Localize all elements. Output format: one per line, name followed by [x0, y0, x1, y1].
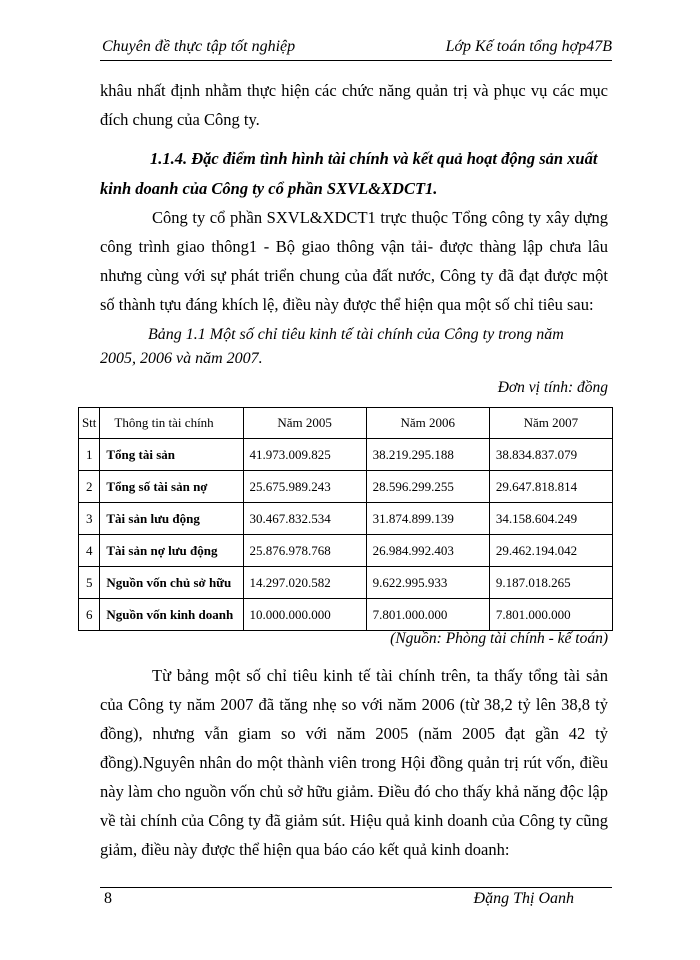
header-cell-2006: Năm 2006 — [366, 408, 489, 439]
cell-2005: 10.000.000.000 — [243, 599, 366, 631]
cell-info: Tổng tài sản — [100, 439, 243, 471]
cell-2006: 38.219.295.188 — [366, 439, 489, 471]
cell-2007: 29.462.194.042 — [489, 535, 612, 567]
cell-info: Nguồn vốn chủ sở hữu — [100, 567, 243, 599]
cell-stt: 5 — [79, 567, 100, 599]
paragraph-company-overview: Công ty cổ phần SXVL&XDCT1 trực thuộc Tổng công ty xây dựng công trình giao thông1 - Bộ giao thông vận tải- được thàng lập chưa lâu nhưng cùng với sự phát triển chung của đất nước, Công ty đã đạt được một số thành tựu đáng khích lệ, điều này được thể hiện qua một số chỉ tiêu sau: — [100, 208, 608, 314]
table-unit-note: Đơn vị tính: đồng — [497, 379, 608, 396]
table-caption-line-2: 2005, 2006 và năm 2007. — [100, 350, 263, 367]
table-caption-line-1: Bảng 1.1 Một số chỉ tiêu kinh tế tài chính của Công ty trong năm — [148, 326, 564, 343]
header-course-title: Chuyên đề thực tập tốt nghiệp — [102, 38, 296, 55]
table-header-row — [79, 408, 613, 439]
cell-2006: 7.801.000.000 — [366, 599, 489, 631]
table-row — [79, 535, 613, 567]
table-source-note: (Nguồn: Phòng tài chính - kế toán) — [390, 630, 608, 647]
paragraph-analysis: Từ bảng một số chỉ tiêu kinh tế tài chính trên, ta thấy tổng tài sản của Công ty năm 2007 đã tăng nhẹ so với năm 2006 (từ 38,2 tỷ lên 38,8 tỷ đồng), nhưng vẫn giam so với năm 2005 (năm 2005 đạt gần 42 tỷ đồng).Nguyên nhân do một thành viên trong Hội đồng quản trị rút vốn, điều này làm cho nguồn vốn chủ sở hữu giảm. Điều đó cho thấy khả năng độc lập về tài chính của Công ty đã giảm sút. Hiệu quả kinh doanh của Công ty cũng giảm, điều này được thể hiện qua báo cáo kết quả kinh doanh: — [100, 666, 608, 859]
footer-author: Đặng Thị Oanh — [473, 890, 574, 907]
cell-stt: 2 — [79, 471, 100, 503]
header-cell-stt: Stt — [79, 408, 100, 439]
cell-2007: 38.834.837.079 — [489, 439, 612, 471]
cell-2005: 25.675.989.243 — [243, 471, 366, 503]
header-cell-2007: Năm 2007 — [489, 408, 612, 439]
cell-2006: 31.874.899.139 — [366, 503, 489, 535]
header-cell-2005: Năm 2005 — [243, 408, 366, 439]
cell-2005: 14.297.020.582 — [243, 567, 366, 599]
cell-2007: 29.647.818.814 — [489, 471, 612, 503]
cell-2006: 28.596.299.255 — [366, 471, 489, 503]
table-caption — [100, 323, 608, 371]
table-row — [79, 439, 613, 471]
section-heading — [100, 144, 608, 204]
table-row — [79, 567, 613, 599]
cell-info: Tổng số tài sản nợ — [100, 471, 243, 503]
cell-stt: 4 — [79, 535, 100, 567]
cell-2007: 34.158.604.249 — [489, 503, 612, 535]
cell-2007: 7.801.000.000 — [489, 599, 612, 631]
header-cell-info: Thông tin tài chính — [100, 408, 243, 439]
cell-stt: 1 — [79, 439, 100, 471]
table-row — [79, 599, 613, 631]
cell-2005: 41.973.009.825 — [243, 439, 366, 471]
section-heading-line-1: 1.1.4. Đặc điểm tình hình tài chính và kết quả hoạt động sản xuất — [150, 149, 598, 168]
section-heading-line-2: kinh doanh của Công ty cổ phần SXVL&XDCT1. — [100, 179, 438, 198]
cell-2005: 30.467.832.534 — [243, 503, 366, 535]
cell-stt: 6 — [79, 599, 100, 631]
page-footer — [100, 887, 612, 907]
cell-info: Nguồn vốn kinh doanh — [100, 599, 243, 631]
cell-2005: 25.876.978.768 — [243, 535, 366, 567]
cell-stt: 3 — [79, 503, 100, 535]
header-class-name: Lớp Kế toán tổng hợp47B — [445, 38, 612, 55]
page-number: 8 — [104, 890, 112, 907]
financial-table — [78, 407, 613, 631]
table-row — [79, 471, 613, 503]
cell-info: Tài sản nợ lưu động — [100, 535, 243, 567]
cell-2006: 9.622.995.933 — [366, 567, 489, 599]
page-header — [100, 36, 612, 61]
paragraph-intro: khâu nhất định nhằm thực hiện các chức năng quản trị và phục vụ các mục đích chung của Công ty. — [100, 81, 608, 129]
cell-2006: 26.984.992.403 — [366, 535, 489, 567]
cell-info: Tài sản lưu động — [100, 503, 243, 535]
cell-2007: 9.187.018.265 — [489, 567, 612, 599]
table-row — [79, 503, 613, 535]
